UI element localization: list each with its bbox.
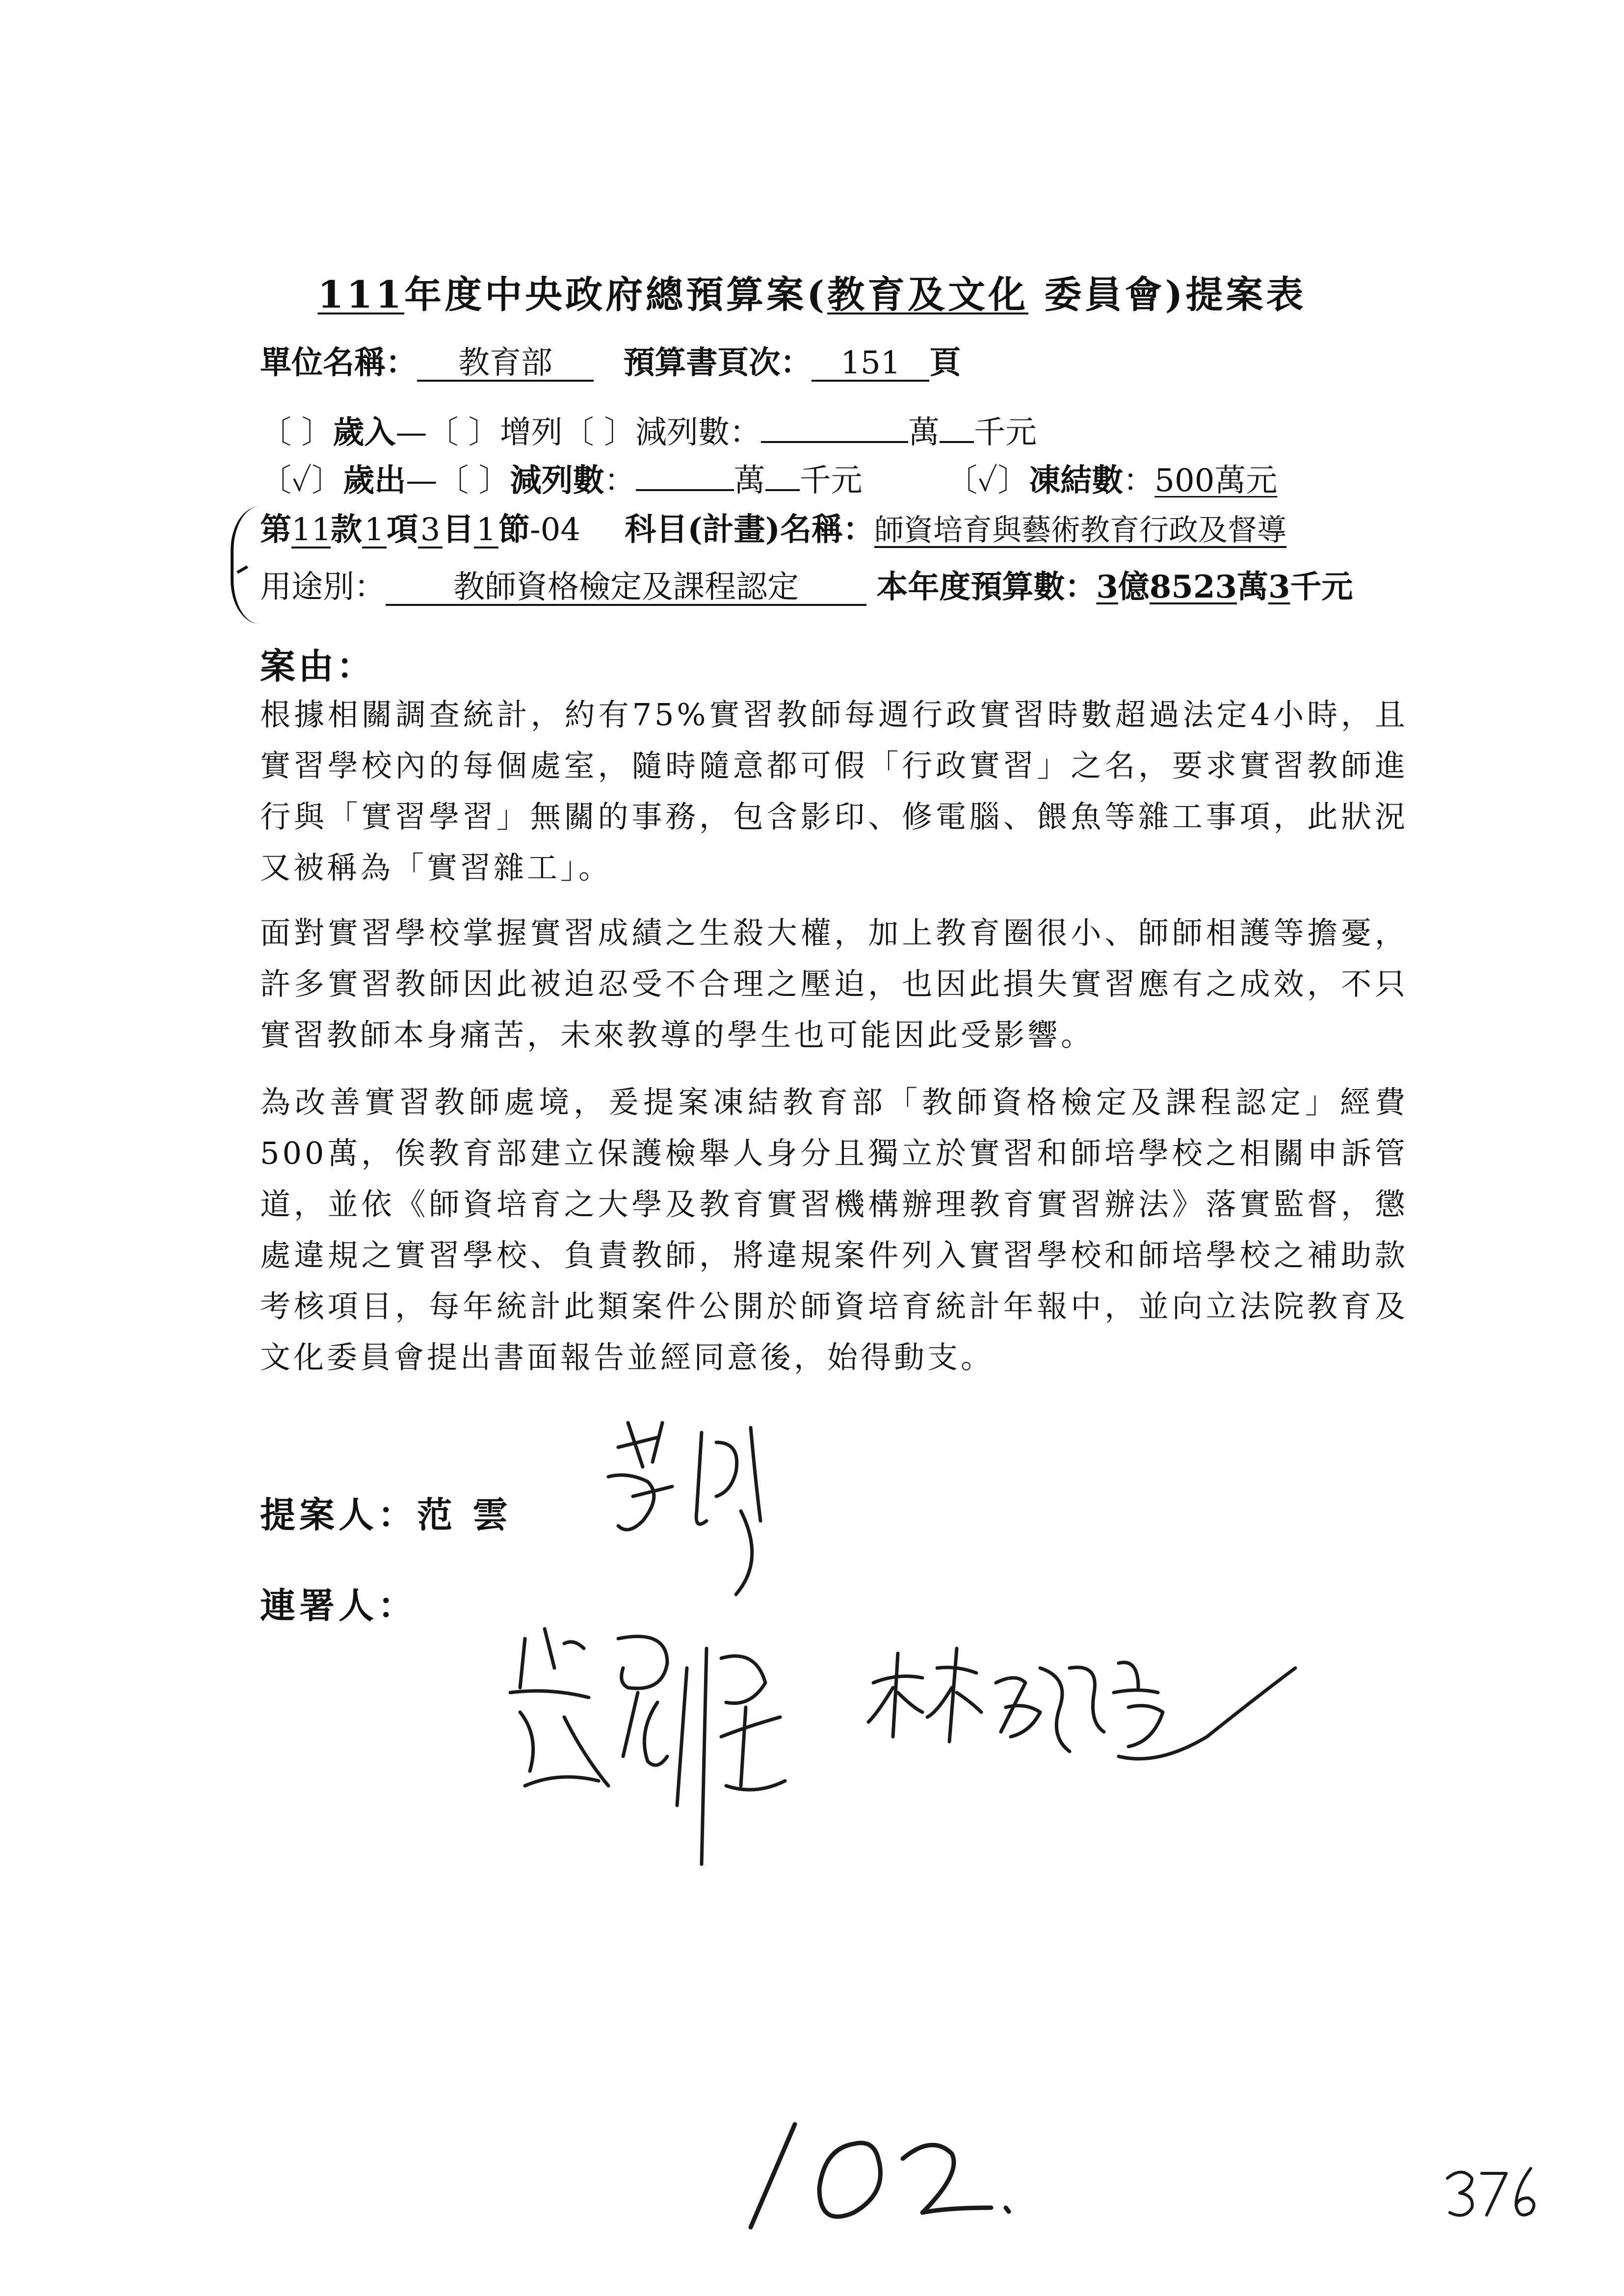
item-kuan-label: 款: [331, 511, 362, 548]
expenditure-decrease-label: 減列數: [510, 462, 604, 499]
expenditure-checkbox: 〔✓〕: [260, 463, 343, 499]
title-year: 111: [317, 273, 405, 316]
subject-label: 科目(計畫)名稱：: [625, 511, 874, 548]
proposer-signature: [589, 1413, 795, 1609]
unit-value: 教育部: [417, 347, 594, 382]
budget-wan-value: 8523: [1149, 569, 1237, 605]
freeze-value: 500萬元: [1154, 463, 1278, 499]
revenue-wan-label: 萬: [908, 415, 940, 451]
freeze-checkbox: 〔✓〕: [945, 463, 1029, 499]
page-label: 預算書頁次：: [623, 344, 812, 381]
item-jie-label: 節: [498, 511, 530, 548]
title-end: 委員會)提案表: [1028, 273, 1307, 316]
cosigner-signature-1: [491, 1609, 834, 1874]
expenditure-label: 歲出: [343, 462, 406, 499]
reason-paragraph-2: 面對實習學校掌握實習成績之生殺大權，加上教育圈很小、師師相護等擔憂，許多實習教師因此被迫忍受不合理之壓迫，也因此損失實習應有之成效，不只實習教師本身痛苦，未來教導的學生也可能因此受影響。: [260, 915, 1408, 1053]
reason-paragraph-1: 根據相關調查統計，約有75%實習教師每週行政實習時數超過法定4小時，且實習學校內的每個處室，隨時隨意都可假「行政實習」之名，要求實習教師進行與「實習學習」無關的事務，包含影印、修電腦、餵魚等雜工事項，此狀況又被稱為「實習雜工」。: [260, 697, 1408, 886]
expenditure-wan-label: 萬: [733, 463, 765, 499]
page-value: 151: [812, 347, 929, 382]
freeze-colon: ：: [1123, 463, 1155, 499]
usage-label: 用途別：: [260, 569, 386, 605]
unit-label: 單位名稱：: [260, 344, 417, 381]
revenue-wan-blank: [761, 441, 908, 443]
reason-paragraph-3: 為改善實習教師處境，爰提案凍結教育部「教師資格檢定及課程認定」經費500萬，俟教育部建立保護檢舉人身分且獨立於實習和師培學校之相關申訴管道，並依《師資培育之大學及教育實習機構辦理教育實習辦法》落實監督，懲處違規之實習學校、負責教師，將違規案件列入實習學校和師培學校之補助款考核項目，每年統計此類案件公開於師資培育統計年報中，並向立法院教育及文化委員會提出書面報告並經同意後，始得動支。: [260, 1084, 1408, 1375]
budget-yi-label: 億: [1118, 569, 1150, 605]
subject-value: 師資培育與藝術教育行政及督導: [874, 513, 1286, 548]
expenditure-decrease-colon: ：: [604, 463, 636, 499]
usage-line: [260, 562, 1353, 607]
budget-qian-label: 千元: [1290, 569, 1353, 605]
expenditure-dash: —: [406, 463, 438, 499]
page-suffix: 頁: [929, 344, 961, 381]
increase-label: 增列: [499, 415, 563, 451]
unit-line: [260, 338, 961, 383]
decrease-checkbox: 〔 〕: [562, 415, 636, 451]
freeze-label: 凍結數: [1029, 462, 1124, 499]
expenditure-qian-blank: [765, 489, 800, 491]
page-number-handwritten: [1438, 2159, 1545, 2227]
expenditure-qian-label: 千元: [799, 463, 863, 499]
item-di: 第: [260, 511, 291, 548]
usage-value: 教師資格檢定及課程認定: [386, 571, 866, 606]
item-line: [260, 504, 1286, 549]
budget-qian-value: 3: [1268, 569, 1290, 605]
document-title: [0, 265, 1624, 318]
expenditure-wan-blank: [636, 489, 734, 491]
item-suffix: -04: [530, 512, 581, 548]
expenditure-line: [260, 455, 1277, 500]
expenditure-decrease-checkbox: 〔 〕: [437, 463, 510, 499]
item-kuan-value: 11: [291, 512, 332, 548]
proposer-label: 提案人：: [260, 1494, 418, 1536]
revenue-checkbox: 〔 〕: [260, 415, 333, 451]
title-committee: 教育及文化: [827, 273, 1029, 316]
proposer-name: 范 雲: [417, 1494, 512, 1536]
reason-heading: 案由：: [260, 645, 375, 687]
revenue-label: 歲入: [333, 414, 396, 451]
cosigner-line: [260, 1577, 417, 1628]
revenue-qian-label: 千元: [974, 415, 1037, 451]
item-mu-label: 目: [443, 511, 474, 548]
item-xiang-label: 項: [387, 511, 418, 548]
revenue-decrease-label: 減列數：: [635, 415, 761, 451]
cosigner-label: 連署人：: [260, 1585, 418, 1626]
proposer-line: [260, 1487, 512, 1538]
cosigner-signature-2: [864, 1639, 1305, 1786]
budget-label: 本年度預算數：: [876, 569, 1097, 605]
item-jie-value: 1: [474, 514, 498, 548]
increase-checkbox: 〔 〕: [427, 415, 500, 451]
revenue-dash: —: [395, 415, 427, 451]
sheet-number-handwritten: [736, 2114, 1030, 2237]
title-mid: 年度中央政府總預算案(: [404, 273, 828, 316]
revenue-line: [260, 407, 1037, 452]
item-xiang-value: 1: [362, 514, 387, 548]
budget-wan-label: 萬: [1237, 569, 1268, 605]
budget-yi-value: 3: [1096, 569, 1118, 605]
item-mu-value: 3: [418, 514, 443, 548]
revenue-qian-blank: [940, 441, 974, 443]
